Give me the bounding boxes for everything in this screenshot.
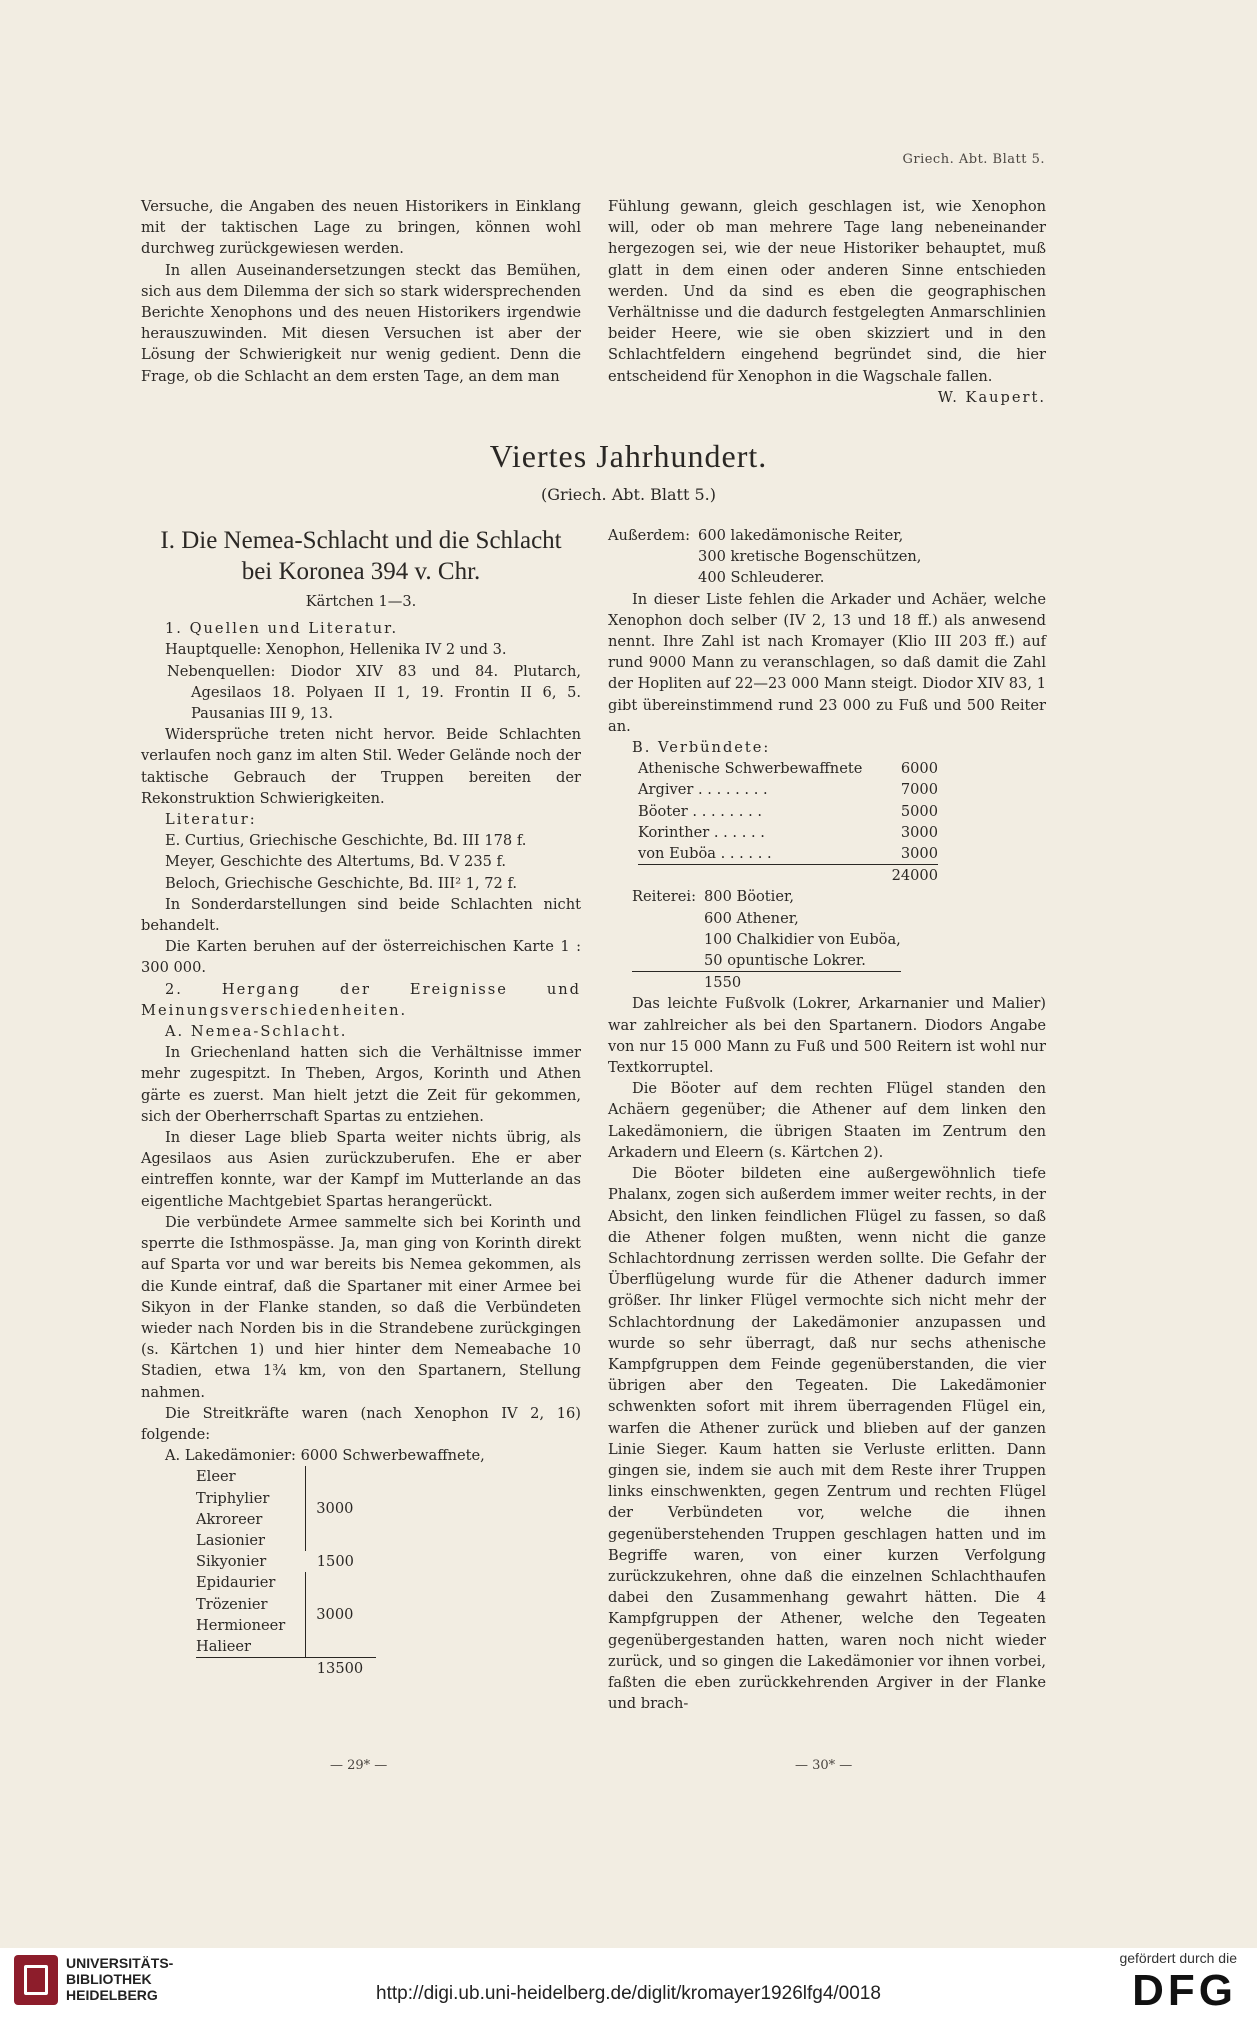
paragraph: Die Streitkräfte waren (nach Xenophon IV 2, 16) folgende: bbox=[141, 1404, 581, 1443]
author-signature: W. Kaupert. bbox=[937, 388, 1046, 406]
allies-heading: B. Verbündete: bbox=[632, 739, 771, 757]
ally-name: Böoter . . . . . . . . bbox=[638, 802, 762, 820]
lakedaemonian-allies-table bbox=[196, 1466, 376, 1679]
ally-name: Akroreer bbox=[196, 1510, 263, 1528]
ally-name: Lasionier bbox=[196, 1531, 266, 1549]
troop: 300 kretische Bogenschützen, bbox=[698, 548, 922, 566]
lakedaemonian-total bbox=[141, 1445, 581, 1466]
literature-entry: Meyer, Geschichte des Altertums, Bd. V 235 f. bbox=[165, 853, 507, 871]
page-number-right: — 30* — bbox=[795, 1758, 853, 1773]
paragraph: Widersprüche treten nicht hervor. Beide Schlachten verlaufen noch ganz im alten Stil. Weder Gelände noch der taktische Gebrauch der Truppen bereiten der Rekonstruktion Schwierigkeiten. bbox=[141, 726, 581, 807]
ally-value: 5000 bbox=[900, 802, 938, 820]
sum-value: 13500 bbox=[306, 1658, 376, 1680]
ally-name: Sikyonier bbox=[196, 1553, 267, 1571]
paragraph: In dieser Liste fehlen die Arkader und Achäer, welche Xenophon doch selber (IV 2, 13 und 18 ff.) als anwesend nennt. Ihre Zahl ist nach Kromayer (Klio III 203 ff.) auf rund 9000 Mann zu veranschlagen, so daß damit die Zahl der Hopliten auf 22—23 000 Mann steigt. Diodor XIV 83, 1 gibt übereinstimmend rund 23 000 zu Fuß und 500 Reiter an. bbox=[608, 590, 1046, 735]
group-value: 3000 bbox=[306, 1572, 376, 1657]
side-sources: Nebenquellen: Diodor XIV 83 und 84. Plutarch, Agesilaos 18. Polyaen II 1, 19. Frontin II 6, 5. Pausanias III 9, 13. bbox=[167, 662, 581, 723]
ally-name: Hermioneer bbox=[196, 1616, 286, 1634]
troop: 600 lakedämonische Reiter, bbox=[698, 527, 904, 544]
ally-value: 3000 bbox=[900, 823, 938, 841]
subsection-heading: A. Nemea-Schlacht. bbox=[165, 1023, 348, 1041]
subsection-heading: 2. Hergang der Ereignisse und Meinungsverschiedenheiten. bbox=[141, 980, 581, 1019]
paragraph: Fühlung gewann, gleich geschlagen ist, wie Xenophon will, oder ob man mehrere Tage lang nebeneinander hergezogen sei, wie der neue Historiker behauptet, muß glatt in dem einen oder anderen Sinne entschieden werden. Und da sind es eben die geographischen Verhältnisse und die dadurch festgelegten Anmarschlinien beider Heere, wie sie oben skizziert und in den Schlachtfeldern eingehend begründet sind, die hier entscheidend für Xenophon in die Wagschale fallen. bbox=[608, 198, 1046, 385]
subsection-heading: 1. Quellen und Literatur. bbox=[165, 620, 399, 638]
funder-logo[interactable] bbox=[1119, 1950, 1237, 2016]
ally-name: Trözenier bbox=[196, 1595, 268, 1613]
literature-entry: E. Curtius, Griechische Geschichte, Bd. III 178 f. bbox=[165, 832, 527, 850]
paragraph: Die Böoter bildeten eine außergewöhnlich tiefe Phalanx, zogen sich außerdem immer weiter rechts, in der Absicht, den linken feindlichen Flügel zu fassen, so daß die Athener folgen mußten, wenn nicht die ganze Schlachtordnung zerrissen werden sollte. Die Gefahr der Überflügelung wurde für die Athener dadurch immer größer. Ihr linker Flügel vermochte sich nicht mehr der Schlachtordnung der Lakedämonier anzupassen und wurde so sehr überragt, daß nur sechs athenische Kampfgruppen dem Feinde gegenüberstanden, die vier übrigen aber den Tegeaten. Die Lakedämonier schwenkten sofort mit ihrem überragenden Flügel ein, warfen die Athener zurück und blieben auf der ganzen Linie Sieger. Kaum hatten sie Verluste erlitten. Dann gingen sie, indem sie auch mit dem Reste ihrer Truppen links einschwenkten, gegen Zentrum und rechten Flügel der Verbündeten vor, welche die ihnen gegenüberstehenden Truppen geschlagen hatten und im Begriffe waren, von einer kurzen Verfolgung zurückzukehren, ohne daß die einzelnen Schlachthaufen dabei den Zusammenhang gewahrt hätten. Die 4 Kampfgruppen der Athener, welche den Tegeaten gegenübergestanden hatten, waren noch nicht wieder zurück, und so gingen die Lakedämonier vor ihnen vorbei, faßten die eben zurückkehrenden Argiver in der Flanke und brach- bbox=[608, 1165, 1046, 1713]
chapter-subtitle: (Griech. Abt. Blatt 5.) bbox=[541, 485, 716, 504]
ally-name: Epidaurier bbox=[196, 1574, 276, 1592]
section-heading-line2: bei Koronea 394 v. Chr. bbox=[241, 558, 481, 585]
chapter-title: Viertes Jahrhundert. bbox=[489, 438, 768, 474]
ally-name: Halieer bbox=[196, 1637, 252, 1655]
paragraph: In allen Auseinandersetzungen steckt das Bemühen, sich aus dem Dilemma der sich so stark widersprechenden Berichte Xenophons und des neuen Historikers irgendwie herauszuwinden. Mit diesen Versuchen ist aber der Lösung der Schwierigkeit nur wenig gedient. Denn die Frage, ob die Schlacht an dem ersten Tage, an dem man bbox=[141, 261, 581, 385]
right-column bbox=[608, 525, 1046, 1714]
dfg-wordmark: DFG bbox=[1132, 1966, 1237, 2015]
cavalry-table bbox=[632, 886, 901, 993]
cavalry: 600 Athener, bbox=[704, 909, 799, 927]
paragraph: Versuche, die Angaben des neuen Historikers in Einklang mit der taktischen Lage zu bringen, können wohl durchweg zurückgewiesen werden. bbox=[141, 198, 581, 258]
extra-troops bbox=[608, 525, 921, 589]
ally-value: 7000 bbox=[900, 781, 938, 799]
left-column bbox=[141, 525, 581, 1679]
funded-by-label: gefördert durch die bbox=[1119, 1950, 1237, 1966]
ally-name: von Euböa . . . . . . bbox=[638, 845, 772, 863]
allies-table bbox=[638, 758, 938, 886]
label: Außerdem: bbox=[608, 527, 691, 544]
ally-name: Eleer bbox=[196, 1468, 236, 1486]
cavalry: 100 Chalkidier von Euböa, bbox=[704, 930, 901, 948]
label: Reiterei: bbox=[632, 888, 696, 906]
permalink[interactable]: http://digi.ub.uni-heidelberg.de/diglit/kromayer1926lfg4/0018 bbox=[376, 1983, 881, 2004]
paragraph: Die verbündete Armee sammelte sich bei Korinth und sperrte die Isthmospässe. Ja, man ging von Korinth direkt auf Sparta vor und war bereits bis Nemea gekommen, als die Kunde eintraf, daß die Spartaner mit einer Armee bei Sikyon in der Flanke standen, so daß die Verbündeten wieder nach Norden bis in die Strandebene zurückgingen (s. Kärtchen 1) und hier hinter dem Nemeabache 10 Stadien, etwa 1¾ km, von den Spartanern, Stellung nahmen. bbox=[141, 1213, 581, 1401]
group-value: 1500 bbox=[316, 1553, 354, 1571]
literature-entry: Beloch, Griechische Geschichte, Bd. III² 1, 72 f. bbox=[165, 874, 517, 892]
section-heading-line1: I. Die Nemea-Schlacht und die Schlacht bbox=[160, 527, 562, 554]
paragraph: In dieser Lage blieb Sparta weiter nichts übrig, als Agesilaos aus Asien zurückzuberufen. Ehe er aber eintreffen konnte, war der Kampf im Mutterlande an das eigentliche Machtgebiet Spartas herangerückt. bbox=[141, 1129, 581, 1210]
top-left-column bbox=[141, 196, 581, 387]
library-line: UNIVERSITÄTS- bbox=[66, 1955, 174, 1971]
group-value: 3000 bbox=[306, 1466, 376, 1551]
cavalry: 800 Böotier, bbox=[704, 888, 794, 906]
label: A. Lakedämonier: bbox=[165, 1447, 296, 1465]
troop: 400 Schleuderer. bbox=[698, 569, 825, 587]
paragraph: In Griechenland hatten sich die Verhältnisse immer mehr zugespitzt. In Theben, Argos, Korinth und Athen gärte es zuerst. Man hielt jetzt die Zeit für gekommen, sich der Oberherrschaft Spartas zu entziehen. bbox=[141, 1044, 581, 1125]
literature-heading: Literatur: bbox=[165, 811, 257, 829]
cavalry-sum: 1550 bbox=[704, 972, 901, 994]
ally-value: 3000 bbox=[900, 845, 938, 863]
paragraph: Die Böoter auf dem rechten Flügel standen den Achäern gegenüber; die Athener auf dem linken den Lakedämoniern, die übrigen Staaten im Zentrum den Arkadern und Eleern (s. Kärtchen 2). bbox=[608, 1080, 1046, 1161]
page-number-left: — 29* — bbox=[330, 1758, 388, 1773]
allies-sum: 24000 bbox=[887, 865, 938, 887]
library-line: BIBLIOTHEK bbox=[66, 1971, 152, 1987]
paragraph: Die Karten beruhen auf der österreichischen Karte 1 : 300 000. bbox=[141, 938, 581, 977]
paragraph: In Sonderdarstellungen sind beide Schlachten nicht behandelt. bbox=[141, 895, 581, 935]
ally-name: Triphylier bbox=[196, 1489, 270, 1507]
ally-value: 6000 bbox=[900, 760, 938, 778]
main-source: Hauptquelle: Xenophon, Hellenika IV 2 und 3. bbox=[165, 641, 507, 659]
library-line: HEIDELBERG bbox=[66, 1987, 158, 2003]
paragraph: Das leichte Fußvolk (Lokrer, Arkarnanier und Malier) war zahlreicher als bei den Spartanern. Diodors Angabe von nur 15 000 Mann zu Fuß und 500 Reitern ist wohl nur Textkorruptel. bbox=[608, 995, 1046, 1077]
ally-name: Korinther . . . . . . bbox=[638, 823, 765, 841]
plate-reference: Griech. Abt. Blatt 5. bbox=[902, 152, 1045, 167]
top-right-column bbox=[608, 196, 1046, 408]
maps-reference: Kärtchen 1—3. bbox=[305, 593, 417, 610]
ally-name: Athenische Schwerbewaffnete bbox=[638, 760, 863, 778]
ally-name: Argiver . . . . . . . . bbox=[638, 781, 768, 799]
value: 6000 Schwerbewaffnete, bbox=[300, 1447, 485, 1465]
cavalry: 50 opuntische Lokrer. bbox=[704, 952, 866, 970]
